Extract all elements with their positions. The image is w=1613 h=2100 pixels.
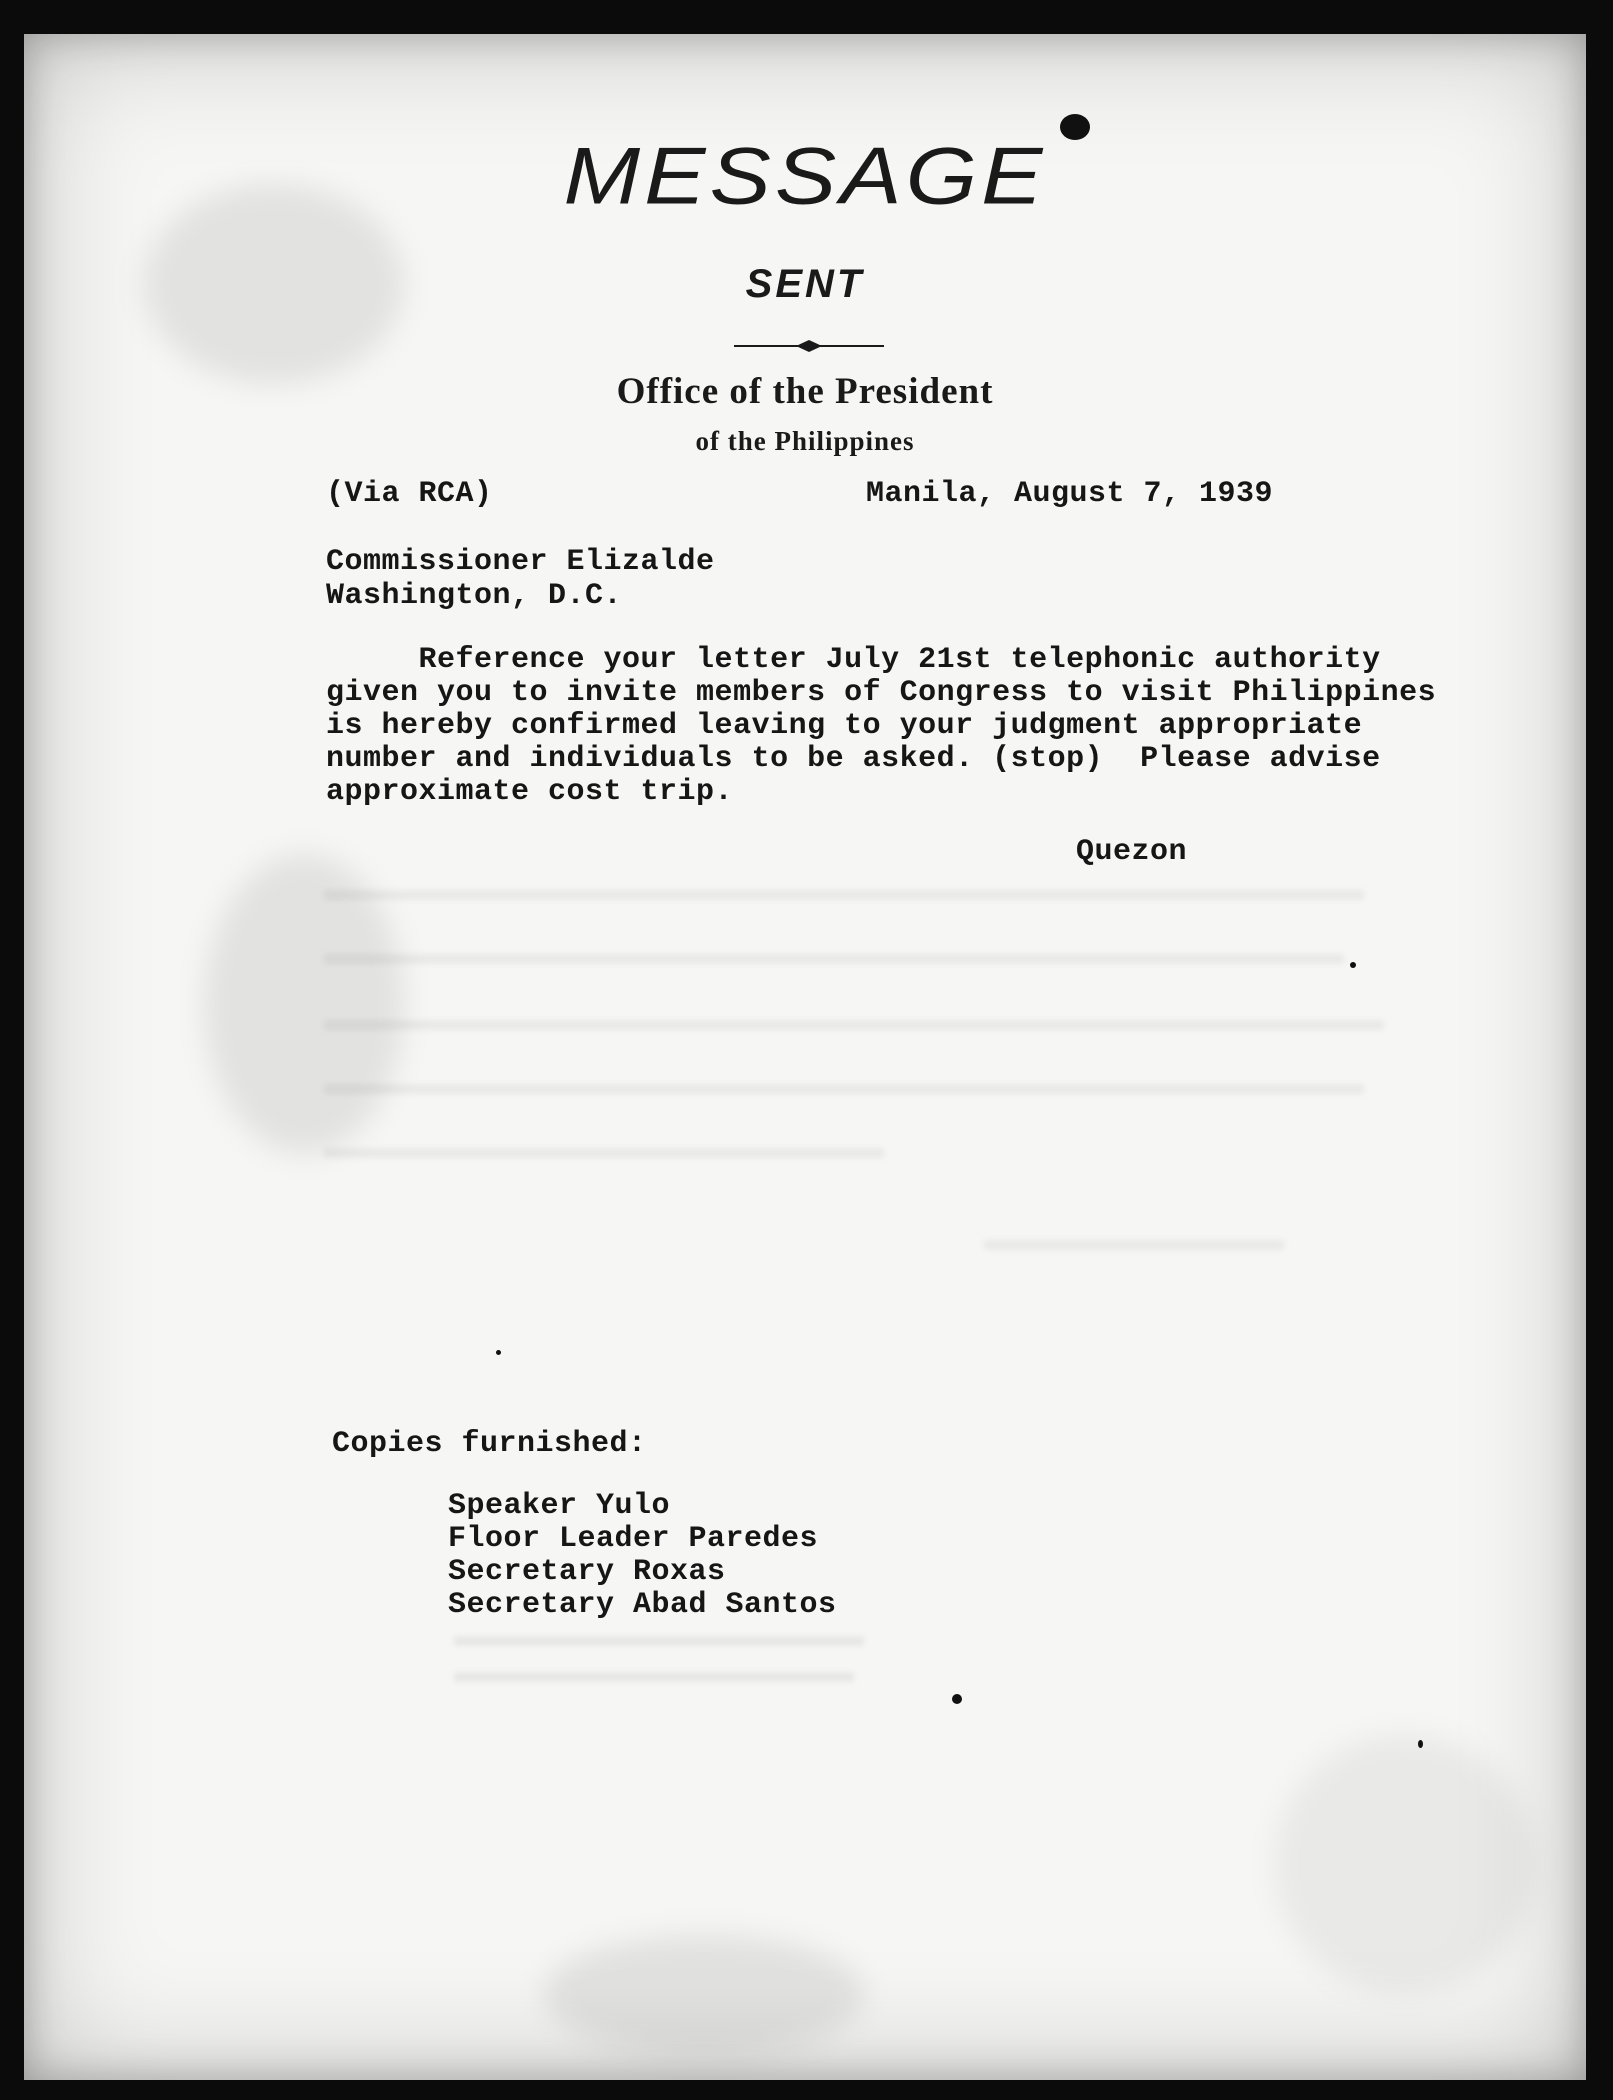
ink-speck	[1418, 1740, 1423, 1748]
ink-speck	[1350, 962, 1356, 968]
addressee-location: Washington, D.C.	[326, 579, 623, 613]
letterhead-title: MESSAGE	[563, 131, 1047, 221]
document-page	[24, 34, 1586, 2080]
ink-speck	[496, 1350, 501, 1355]
letterhead-country: of the Philippines	[695, 426, 915, 456]
body-line: number and individuals to be asked. (stop) Please advise	[326, 742, 1381, 776]
via-line: (Via RCA)	[326, 477, 493, 511]
body-line: Reference your letter July 21st telephonic authority	[326, 643, 1381, 677]
copy-recipient: Floor Leader Paredes	[448, 1522, 819, 1556]
stain	[544, 1934, 864, 2054]
place-date: Manila, August 7, 1939	[866, 477, 1274, 511]
body-line: given you to invite members of Congress to visit Philippines	[326, 676, 1437, 710]
ornament-divider	[734, 340, 884, 352]
addressee-name: Commissioner Elizalde	[326, 545, 715, 579]
body-line: is hereby confirmed leaving to your judgment appropriate	[326, 709, 1363, 743]
signature: Quezon	[1076, 835, 1188, 869]
letterhead-subtitle: SENT	[745, 262, 865, 306]
stain	[1274, 1734, 1534, 1994]
copy-recipient: Speaker Yulo	[448, 1489, 671, 1523]
letterhead-office: Office of the President	[616, 371, 994, 412]
ink-speck	[952, 1694, 962, 1704]
copy-recipient: Secretary Abad Santos	[448, 1588, 837, 1622]
body-line: approximate cost trip.	[326, 775, 734, 809]
copy-recipient: Secretary Roxas	[448, 1555, 726, 1589]
copies-heading: Copies furnished:	[332, 1427, 647, 1461]
